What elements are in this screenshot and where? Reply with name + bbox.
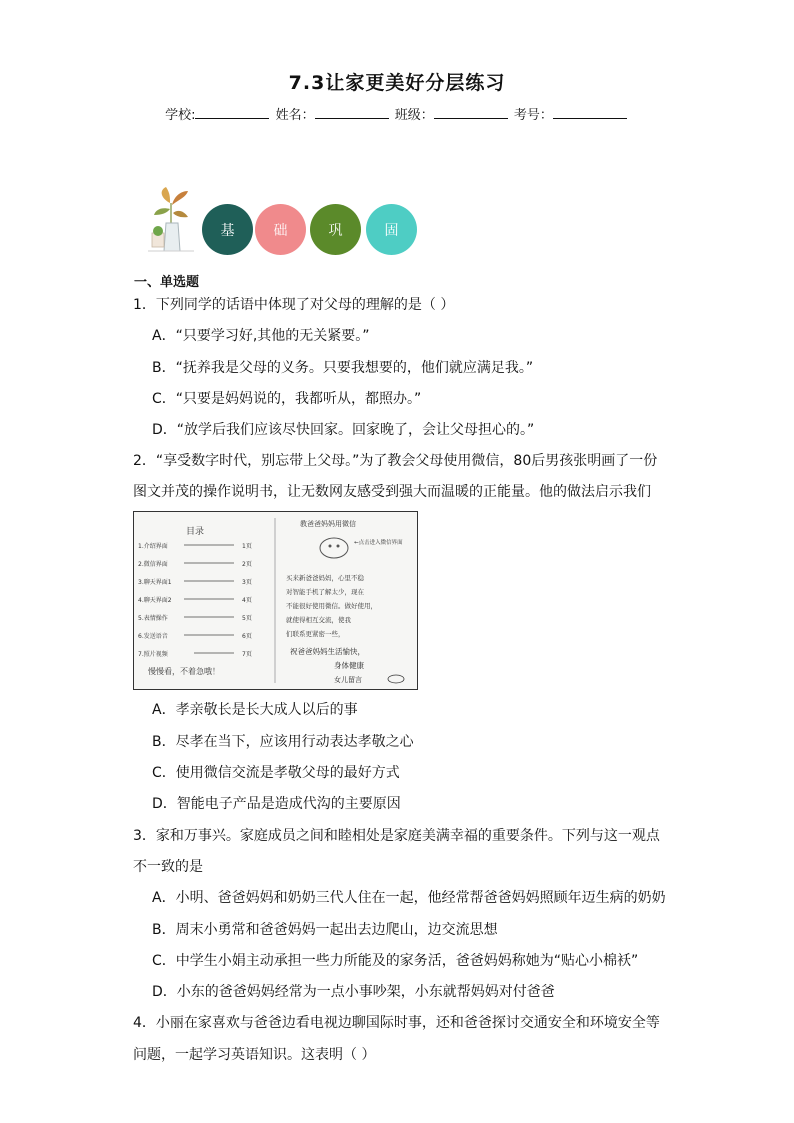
question-2-option-c[interactable]: C．使用微信交流是孝敬父母的最好方式 [152, 765, 400, 781]
name-field[interactable] [315, 106, 389, 119]
manual-right-sign: 女儿留言 [334, 676, 362, 684]
question-1-option-b[interactable]: B．“抚养我是父母的义务。只要我想要的，他们就应满足我。” [152, 360, 534, 376]
plant-vase-icon [148, 185, 194, 255]
question-3-option-a[interactable]: A．小明、爸爸妈妈和奶奶三代人住在一起，他经常帮爸爸妈妈照顾年迈生病的奶奶 [152, 890, 666, 906]
manual-toc-page: 6页 [242, 633, 252, 640]
manual-toc-item: 4.聊天界面2 [138, 597, 172, 604]
school-field[interactable] [195, 106, 269, 119]
question-1-option-c[interactable]: C．“只要是妈妈说的，我都听从，都照办。” [152, 391, 422, 407]
name-label: 姓名： [275, 108, 315, 123]
manual-right-line: 们联系更紧密一些， [286, 630, 345, 638]
class-label: 班级： [394, 108, 434, 123]
manual-toc-page: 5页 [242, 615, 252, 622]
manual-toc-item: 5.表情操作 [138, 615, 168, 622]
question-3-option-c[interactable]: C．中学生小娟主动承担一些力所能及的家务活，爸爸妈妈称她为“贴心小棉袄” [152, 953, 639, 969]
wechat-manual-image [134, 512, 417, 689]
manual-right-wish-1: 祝爸爸妈妈生活愉快， [290, 647, 365, 656]
question-1-option-a[interactable]: A．“只要学习好,其他的无关紧要。” [152, 328, 370, 344]
banner-char-ji: 基 [202, 204, 253, 255]
question-1-stem: 1．下列同学的话语中体现了对父母的理解的是（ ） [133, 297, 455, 313]
question-3-option-d[interactable]: D．小东的爸爸妈妈经常为一点小事吵架，小东就帮妈妈对付爸爸 [152, 984, 555, 1000]
section-banner [148, 185, 438, 255]
manual-toc-item: 6.发送语音 [138, 633, 168, 640]
manual-right-wish-2: 身体健康 [334, 661, 364, 670]
manual-toc-page: 3页 [242, 579, 252, 586]
manual-toc-title: 目录 [186, 527, 205, 537]
wechat-manual-figure [133, 511, 418, 690]
smiley-doodle-icon [388, 675, 404, 683]
banner-char-gu: 固 [366, 204, 417, 255]
manual-right-line: 不能很好使用微信。做好使用， [286, 602, 377, 610]
question-2-option-d[interactable]: D．智能电子产品是造成代沟的主要原因 [152, 796, 401, 812]
question-2-option-a[interactable]: A．孝亲敬长是长大成人以后的事 [152, 702, 358, 718]
manual-right-line: 买来新爸爸妈妈，心里不稳 [286, 574, 364, 582]
manual-toc-item: 7.照片视频 [138, 651, 168, 658]
manual-toc-item: 1.介绍界面 [138, 543, 168, 550]
manual-right-line: 就使得相互交流，使我 [286, 616, 351, 624]
number-label: 考号： [513, 108, 553, 123]
question-2-stem-line-2: 图文并茂的操作说明书，让无数网友感受到强大而温暖的正能量。他的做法启示我们 [133, 484, 651, 500]
question-3-option-b[interactable]: B．周末小勇常和爸爸妈妈一起出去边爬山，边交流思想 [152, 922, 498, 938]
question-3-stem-line-2: 不一致的是 [133, 859, 203, 875]
number-field[interactable] [553, 106, 627, 119]
banner-char-gong: 巩 [310, 204, 361, 255]
manual-toc-page: 7页 [242, 651, 252, 658]
question-2-option-b[interactable]: B．尽孝在当下，应该用行动表达孝敬之心 [152, 734, 414, 750]
banner-char-chu: 础 [255, 204, 306, 255]
manual-right-title: 教爸爸妈妈用微信 [300, 520, 356, 528]
class-field[interactable] [434, 106, 508, 119]
section-title: 一、单选题 [134, 275, 200, 290]
manual-toc-item: 2.微信界面 [138, 561, 168, 568]
question-4-stem-line-2: 问题，一起学习英语知识。这表明（ ） [133, 1047, 376, 1063]
question-4-stem-line-1: 4．小丽在家喜欢与爸爸边看电视边聊国际时事，还和爸爸探讨交通安全和环境安全等 [133, 1015, 660, 1031]
manual-footer-note: 慢慢看，不着急哦！ [148, 667, 220, 676]
manual-toc-page: 2页 [242, 561, 252, 568]
student-info-row [0, 104, 794, 123]
school-label: 学校: [165, 108, 196, 123]
question-2-stem-line-1: 2．“享受数字时代，别忘带上父母。”为了教会父母使用微信，80后男孩张明画了一份 [133, 453, 658, 469]
manual-right-note: ←点击进入微信界面 [354, 540, 403, 546]
manual-right-line: 对智能手机了解太少，现在 [286, 588, 364, 596]
page-title: 7.3让家更美好分层练习 [288, 72, 506, 94]
manual-toc-page: 1页 [242, 543, 252, 550]
manual-toc-page: 4页 [242, 597, 252, 604]
question-3-stem-line-1: 3．家和万事兴。家庭成员之间和睦相处是家庭美满幸福的重要条件。下列与这一观点 [133, 828, 660, 844]
manual-toc-item: 3.聊天界面1 [138, 579, 172, 586]
question-1-option-d[interactable]: D．“放学后我们应该尽快回家。回家晚了，会让父母担心的。” [152, 422, 535, 438]
